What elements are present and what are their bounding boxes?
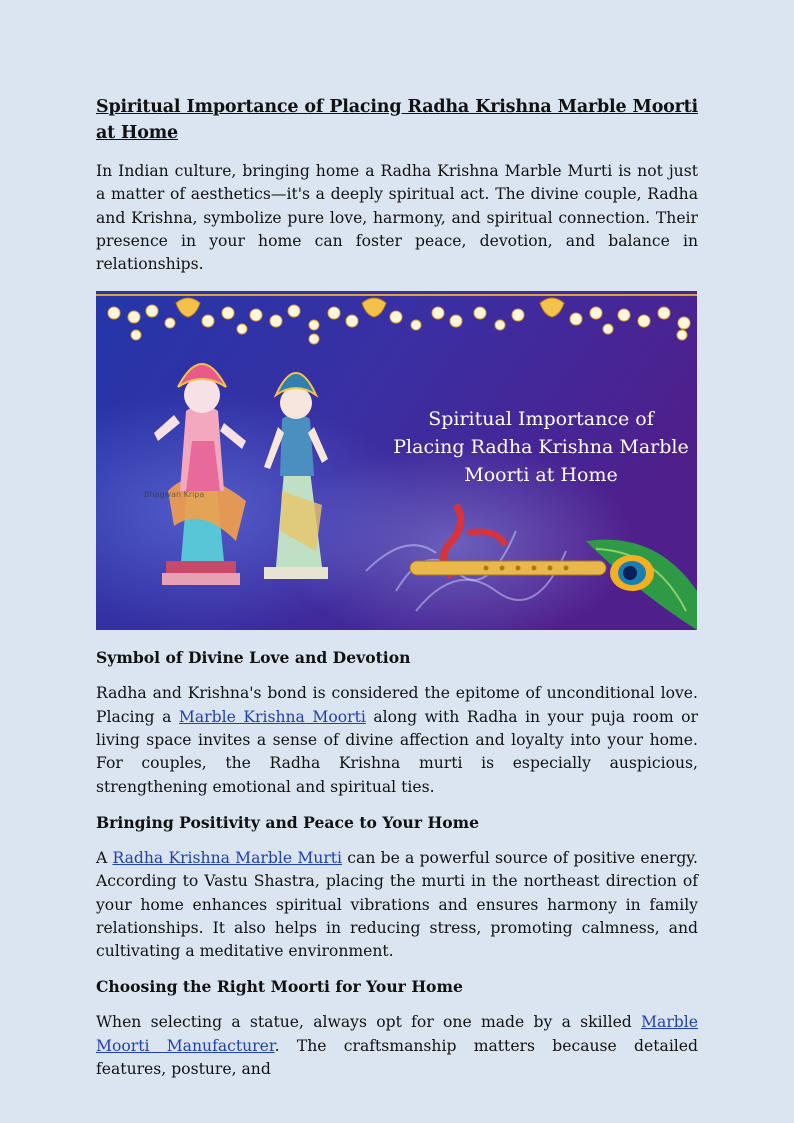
paragraph-text: along with Radha in your puja room or living space invites a sense of divine affection and loyalty into your home. For couples, the Radha Krishna murti is especially auspicious, strengthening emotional and spiritual ties. bbox=[96, 707, 698, 796]
marble-krishna-moorti-link[interactable]: Marble Krishna Moorti bbox=[178, 707, 366, 726]
intro-paragraph: In Indian culture, bringing home a Radha Krishna Marble Murti is not just a matter of aesthetics—it's a deeply spiritual act. The divine couple, Radha and Krishna, symbolize pure love, harmony, and spiritual connection. Their presence in your home can foster peace, devotion, and balance in relationships. bbox=[96, 162, 698, 274]
page-title: Spiritual Importance of Placing Radha Krishna Marble Moorti at Home bbox=[96, 97, 698, 143]
article bbox=[96, 94, 698, 1081]
section-heading-positivity: Bringing Positivity and Peace to Your Home bbox=[96, 812, 480, 832]
section-paragraph-positivity bbox=[96, 847, 698, 963]
paragraph-text: A bbox=[96, 848, 113, 867]
paragraph-text: Radha and Krishna's bond is considered the epitome of unconditional love. Placing a bbox=[96, 684, 698, 726]
banner-heading-line: Spiritual Importance of bbox=[428, 408, 654, 431]
section-paragraph-divine-love bbox=[96, 682, 698, 798]
radha-krishna-marble-murti-link[interactable]: Radha Krishna Marble Murti bbox=[112, 848, 343, 867]
banner-heading-line: Placing Radha Krishna Marble bbox=[393, 436, 689, 459]
banner-image bbox=[96, 291, 697, 630]
paragraph-text: When selecting a statue, always opt for one made by a skilled bbox=[96, 1013, 642, 1032]
paragraph-text: . The craftsmanship matters because detailed features, posture, and bbox=[96, 1036, 699, 1079]
banner-watermark: Bhagwan Kripa bbox=[144, 490, 205, 500]
paragraph-text: can be a powerful source of positive energy. According to Vastu Shastra, placing the murti in the northeast direction of your home enhances spiritual vibrations and ensures harmony in family relationships. It also helps in reducing stress, promoting calmness, and cultivating a meditative environment. bbox=[96, 848, 699, 961]
marble-moorti-manufacturer-link[interactable]: Marble Moorti Manufacturer bbox=[96, 1013, 698, 1055]
section-heading-divine-love: Symbol of Divine Love and Devotion bbox=[96, 648, 411, 668]
section-paragraph-choosing bbox=[96, 1011, 698, 1081]
banner-heading-line: Moorti at Home bbox=[464, 464, 618, 487]
section-heading-choosing: Choosing the Right Moorti for Your Home bbox=[96, 977, 463, 997]
